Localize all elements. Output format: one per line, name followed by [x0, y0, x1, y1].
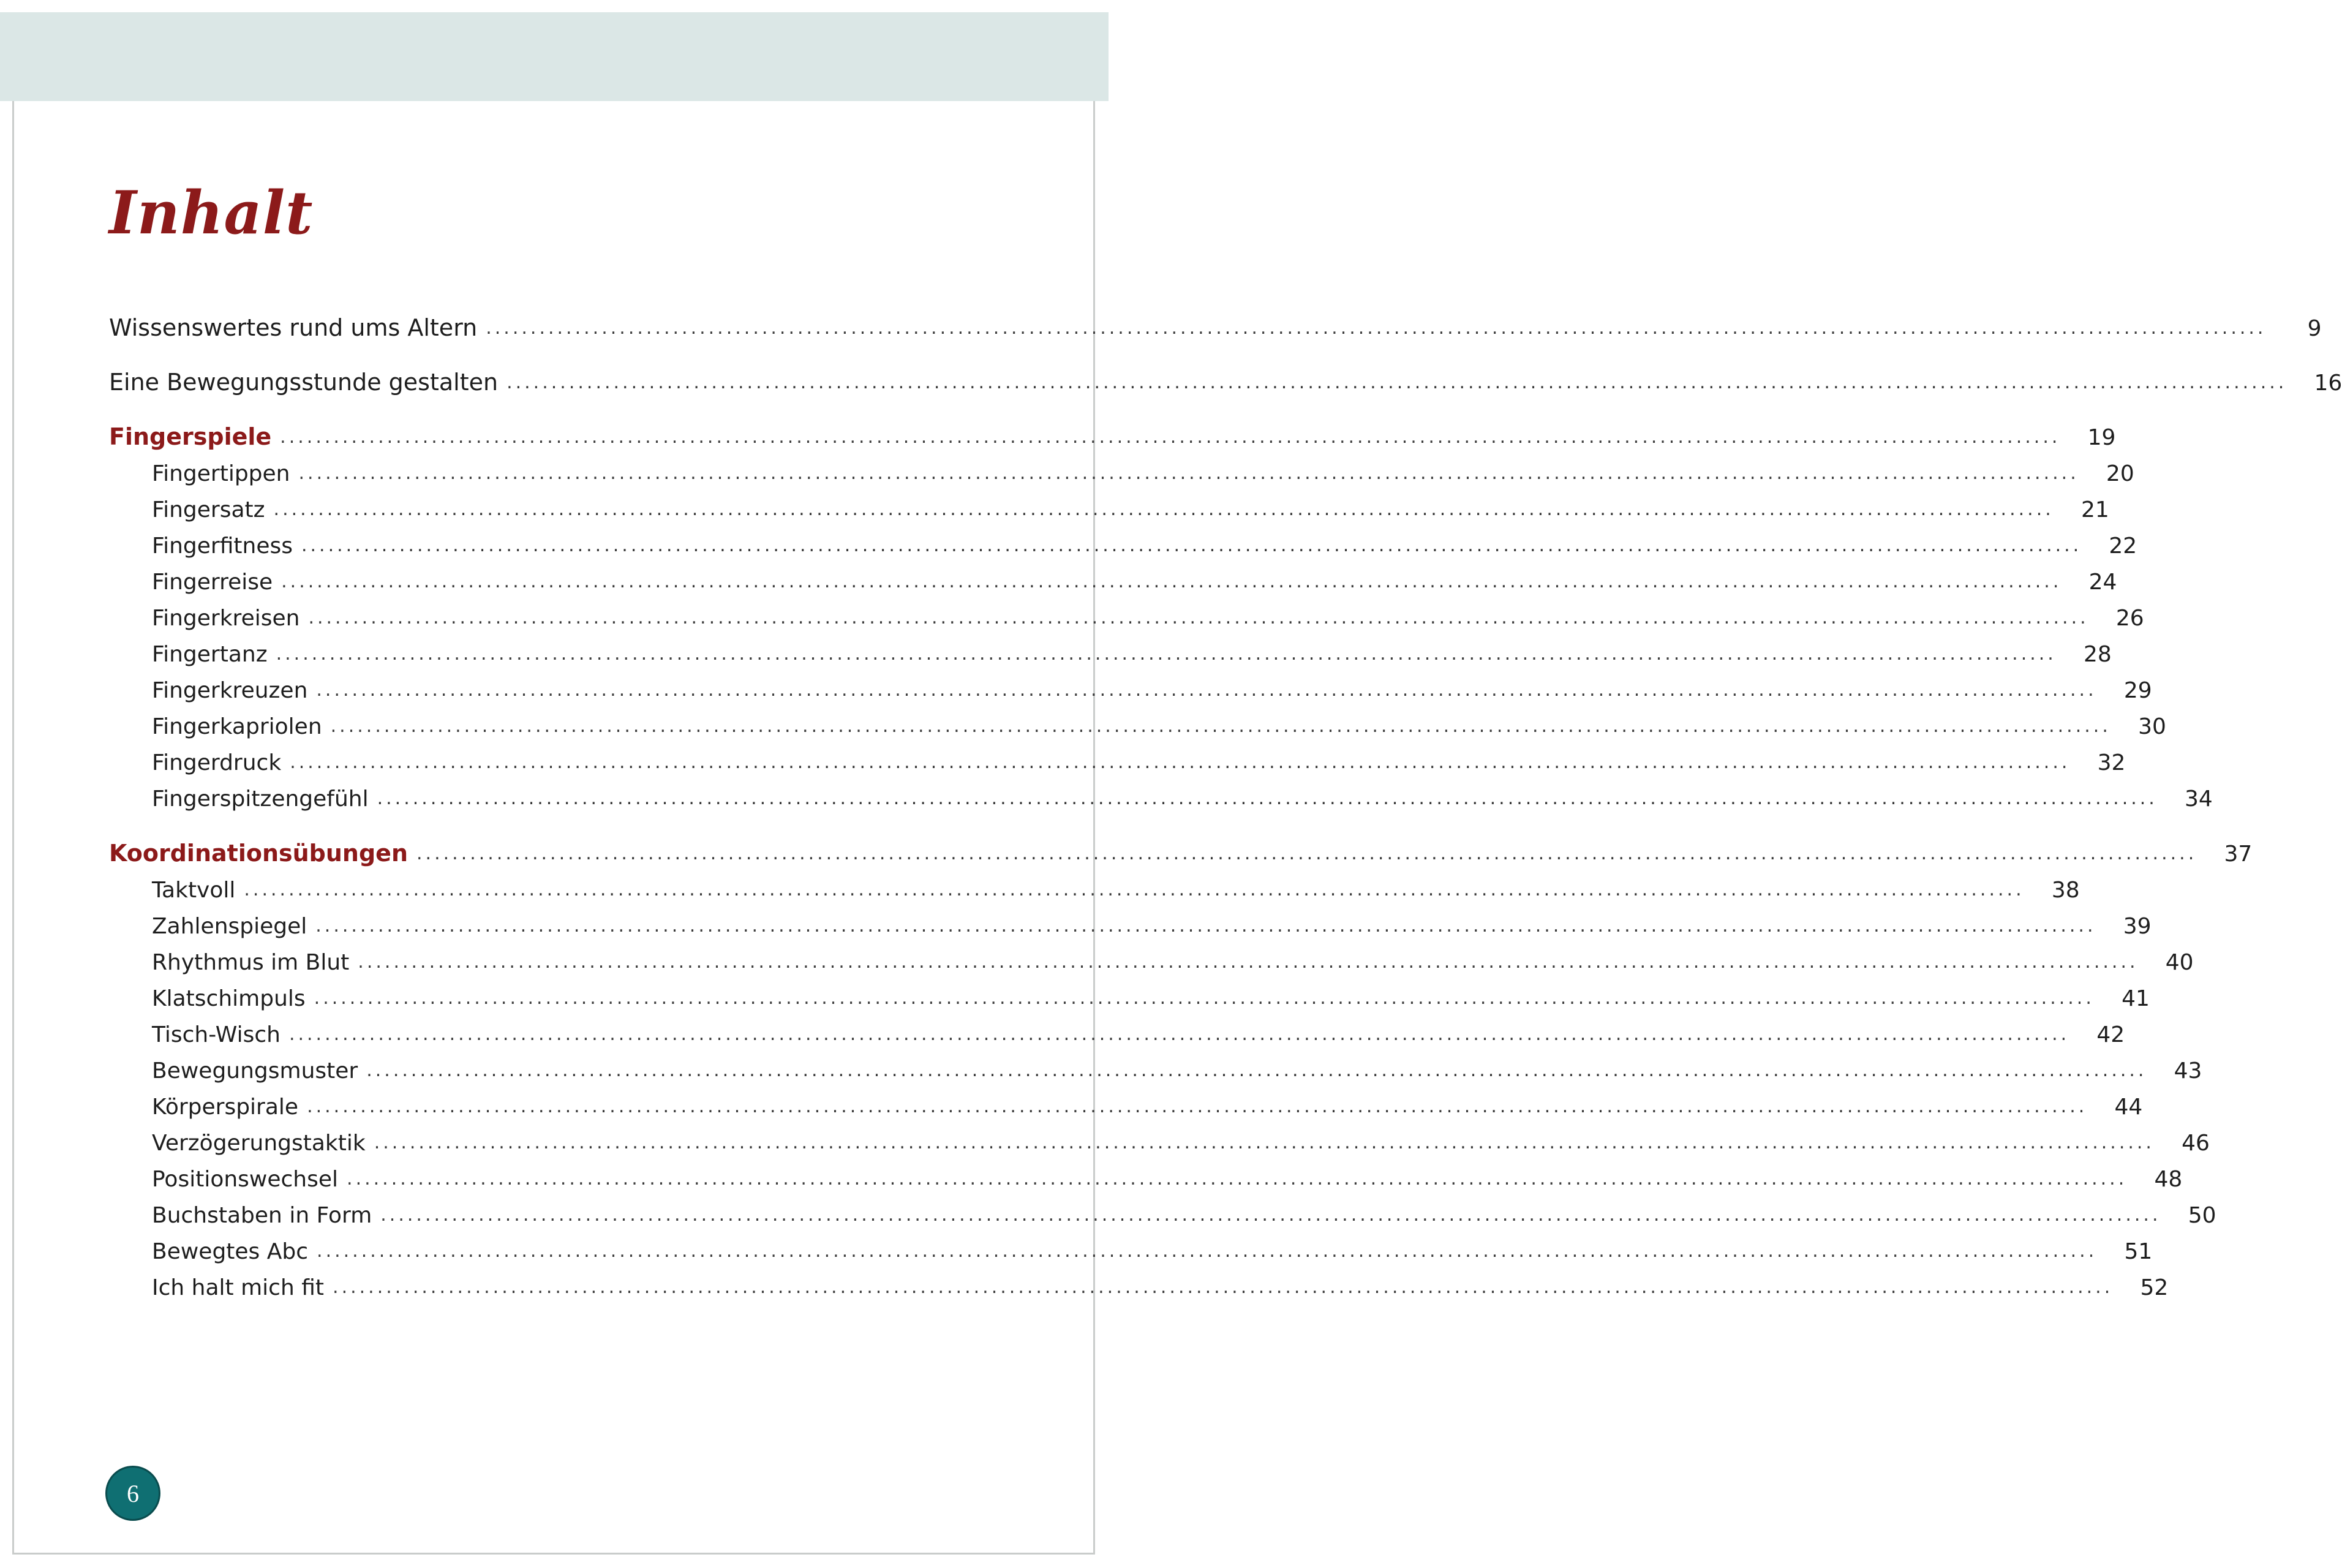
dot-leader: ........................................................................................................................................................................................................: [315, 915, 2096, 937]
toc-section-heading[interactable]: [109, 835, 2253, 867]
dot-leader: ........................................................................................................................................................................................................: [366, 1060, 2147, 1081]
dot-leader: ........................................................................................................................................................................................................: [288, 1023, 2070, 1045]
toc-entry[interactable]: [109, 491, 2109, 522]
dot-leader: ........................................................................................................................................................................................................: [333, 1276, 2114, 1298]
toc-entry-page: 16: [2314, 371, 2342, 396]
dot-leader: ........................................................................................................................................................................................................: [486, 317, 2267, 339]
toc-entry-page: 28: [2084, 642, 2112, 667]
toc-entry-page: 40: [2165, 950, 2194, 975]
dot-leader: ........................................................................................................................................................................................................: [290, 752, 2071, 773]
toc-entry-label: Fingertanz: [152, 642, 268, 667]
toc-entry-label: Fingerkreisen: [152, 606, 300, 631]
toc-entry-label: Fingertippen: [152, 461, 290, 486]
toc-entry[interactable]: [109, 979, 2150, 1011]
toc-entry-page: 39: [2123, 914, 2152, 939]
toc-entry-page: 26: [2115, 606, 2144, 631]
toc-entry-page: 46: [2182, 1131, 2210, 1156]
toc-entry-page: 20: [2106, 461, 2134, 486]
dot-leader: ........................................................................................................................................................................................................: [347, 1168, 2128, 1189]
toc-entry-page: 24: [2088, 570, 2117, 595]
toc-entry[interactable]: [109, 780, 2213, 812]
toc-entry[interactable]: [109, 1160, 2183, 1192]
dot-leader: ........................................................................................................................................................................................................: [273, 499, 2054, 520]
dot-leader: ........................................................................................................................................................................................................: [374, 1132, 2155, 1153]
dot-leader: ........................................................................................................................................................................................................: [298, 462, 2079, 484]
dot-leader: ........................................................................................................................................................................................................: [301, 535, 2082, 556]
toc-entry[interactable]: [109, 1268, 2169, 1300]
toc-entry[interactable]: [109, 599, 2144, 631]
toc-entry-label: Klatschimpuls: [152, 986, 306, 1011]
toc-entry[interactable]: [109, 563, 2117, 595]
toc-entry-page: 42: [2096, 1022, 2125, 1047]
dot-leader: ........................................................................................................................................................................................................: [317, 1240, 2098, 1262]
toc-entry[interactable]: [109, 707, 2166, 739]
toc-entry-page: 21: [2080, 497, 2109, 522]
dot-leader: ........................................................................................................................................................................................................: [330, 715, 2111, 737]
dot-leader: ........................................................................................................................................................................................................: [380, 1204, 2161, 1226]
toc-entry-label: Eine Bewegungsstunde gestalten: [109, 369, 499, 396]
header-band: [0, 12, 1109, 101]
dot-leader: ........................................................................................................................................................................................................: [358, 951, 2139, 973]
toc-entry-page: 9: [2307, 316, 2322, 341]
toc-entry-page: 50: [2188, 1203, 2216, 1228]
toc-entry-page: 43: [2174, 1058, 2202, 1084]
toc-entry-page: 41: [2122, 986, 2150, 1011]
toc-entry-page: 48: [2154, 1167, 2183, 1192]
dot-leader: ........................................................................................................................................................................................................: [416, 843, 2197, 864]
toc-entry-label: Fingerdruck: [152, 750, 282, 775]
toc-entry[interactable]: [109, 907, 2152, 939]
toc-entry[interactable]: [109, 635, 2112, 667]
toc-entry-label: Bewegtes Abc: [152, 1239, 309, 1264]
toc-entry-label: Rhythmus im Blut: [152, 950, 350, 975]
toc-section-label: Fingerspiele: [109, 423, 272, 450]
toc-section-heading[interactable]: [109, 418, 2116, 450]
toc-entry-page: 52: [2140, 1275, 2169, 1300]
dot-leader: ........................................................................................................................................................................................................: [307, 1096, 2088, 1117]
toc-entry[interactable]: [109, 1088, 2143, 1120]
toc-entry-page: 32: [2097, 750, 2126, 775]
toc-entry-page: 44: [2114, 1095, 2143, 1120]
toc-entry-label: Bewegungsmuster: [152, 1058, 358, 1084]
dot-leader: ........................................................................................................................................................................................................: [276, 643, 2057, 665]
toc-entry-label: Körperspirale: [152, 1095, 299, 1120]
toc-entry[interactable]: [109, 744, 2126, 775]
toc-entry-label: Fingerkapriolen: [152, 714, 322, 739]
toc-entry-label: Fingerkreuzen: [152, 678, 308, 703]
toc-entry-page: 29: [2123, 678, 2152, 703]
toc-entry-page: 19: [2087, 425, 2116, 450]
toc-entry-label: Zahlenspiegel: [152, 914, 307, 939]
toc-entry-page: 38: [2051, 878, 2080, 903]
toc-entry-page: 51: [2124, 1239, 2153, 1264]
toc-entry-label: Positionswechsel: [152, 1167, 339, 1192]
toc-entry-page: 22: [2109, 533, 2137, 559]
toc-entry-page: 30: [2138, 714, 2166, 739]
toc-entry-label: Buchstaben in Form: [152, 1203, 372, 1228]
toc-entry-label: Tisch-Wisch: [152, 1022, 281, 1047]
toc-entry-label: Wissenswertes rund ums Altern: [109, 314, 478, 341]
toc-entry[interactable]: [109, 454, 2134, 486]
dot-leader: ........................................................................................................................................................................................................: [308, 607, 2089, 628]
toc-entry-label: Verzögerungstaktik: [152, 1131, 366, 1156]
dot-leader: ........................................................................................................................................................................................................: [377, 788, 2158, 809]
toc-section-label: Koordinationsübungen: [109, 840, 409, 867]
toc-entry[interactable]: [109, 309, 2322, 341]
dot-leader: ........................................................................................................................................................................................................: [281, 571, 2062, 592]
toc-entry-label: Taktvoll: [152, 878, 236, 903]
page-number-badge: 6: [105, 1466, 160, 1521]
toc-entry[interactable]: [109, 943, 2194, 975]
dot-leader: ........................................................................................................................................................................................................: [314, 987, 2095, 1009]
toc-entry-page: 34: [2185, 786, 2213, 812]
toc-entry[interactable]: [109, 1124, 2210, 1156]
dot-leader: ........................................................................................................................................................................................................: [506, 372, 2287, 393]
toc-entry[interactable]: [109, 1052, 2202, 1084]
dot-leader: ........................................................................................................................................................................................................: [316, 679, 2097, 701]
toc-entry[interactable]: [109, 671, 2152, 703]
toc-entry[interactable]: [109, 1016, 2125, 1047]
toc-entry[interactable]: [109, 871, 2080, 903]
toc-entry-page: 37: [2224, 842, 2253, 867]
toc-entry-label: Ich halt mich fit: [152, 1275, 325, 1300]
toc-entry-label: Fingerfitness: [152, 533, 293, 559]
dot-leader: ........................................................................................................................................................................................................: [280, 426, 2061, 448]
toc-entry-label: Fingerspitzengefühl: [152, 786, 369, 812]
toc-entry[interactable]: [109, 364, 2342, 396]
toc-entry[interactable]: [109, 527, 2137, 559]
toc-entry[interactable]: [109, 1232, 2153, 1264]
toc-entry[interactable]: [109, 1196, 2216, 1228]
page-title: Inhalt: [109, 178, 314, 247]
dot-leader: ........................................................................................................................................................................................................: [244, 879, 2025, 900]
toc-entry-label: Fingersatz: [152, 497, 265, 522]
toc-entry-label: Fingerreise: [152, 570, 273, 595]
